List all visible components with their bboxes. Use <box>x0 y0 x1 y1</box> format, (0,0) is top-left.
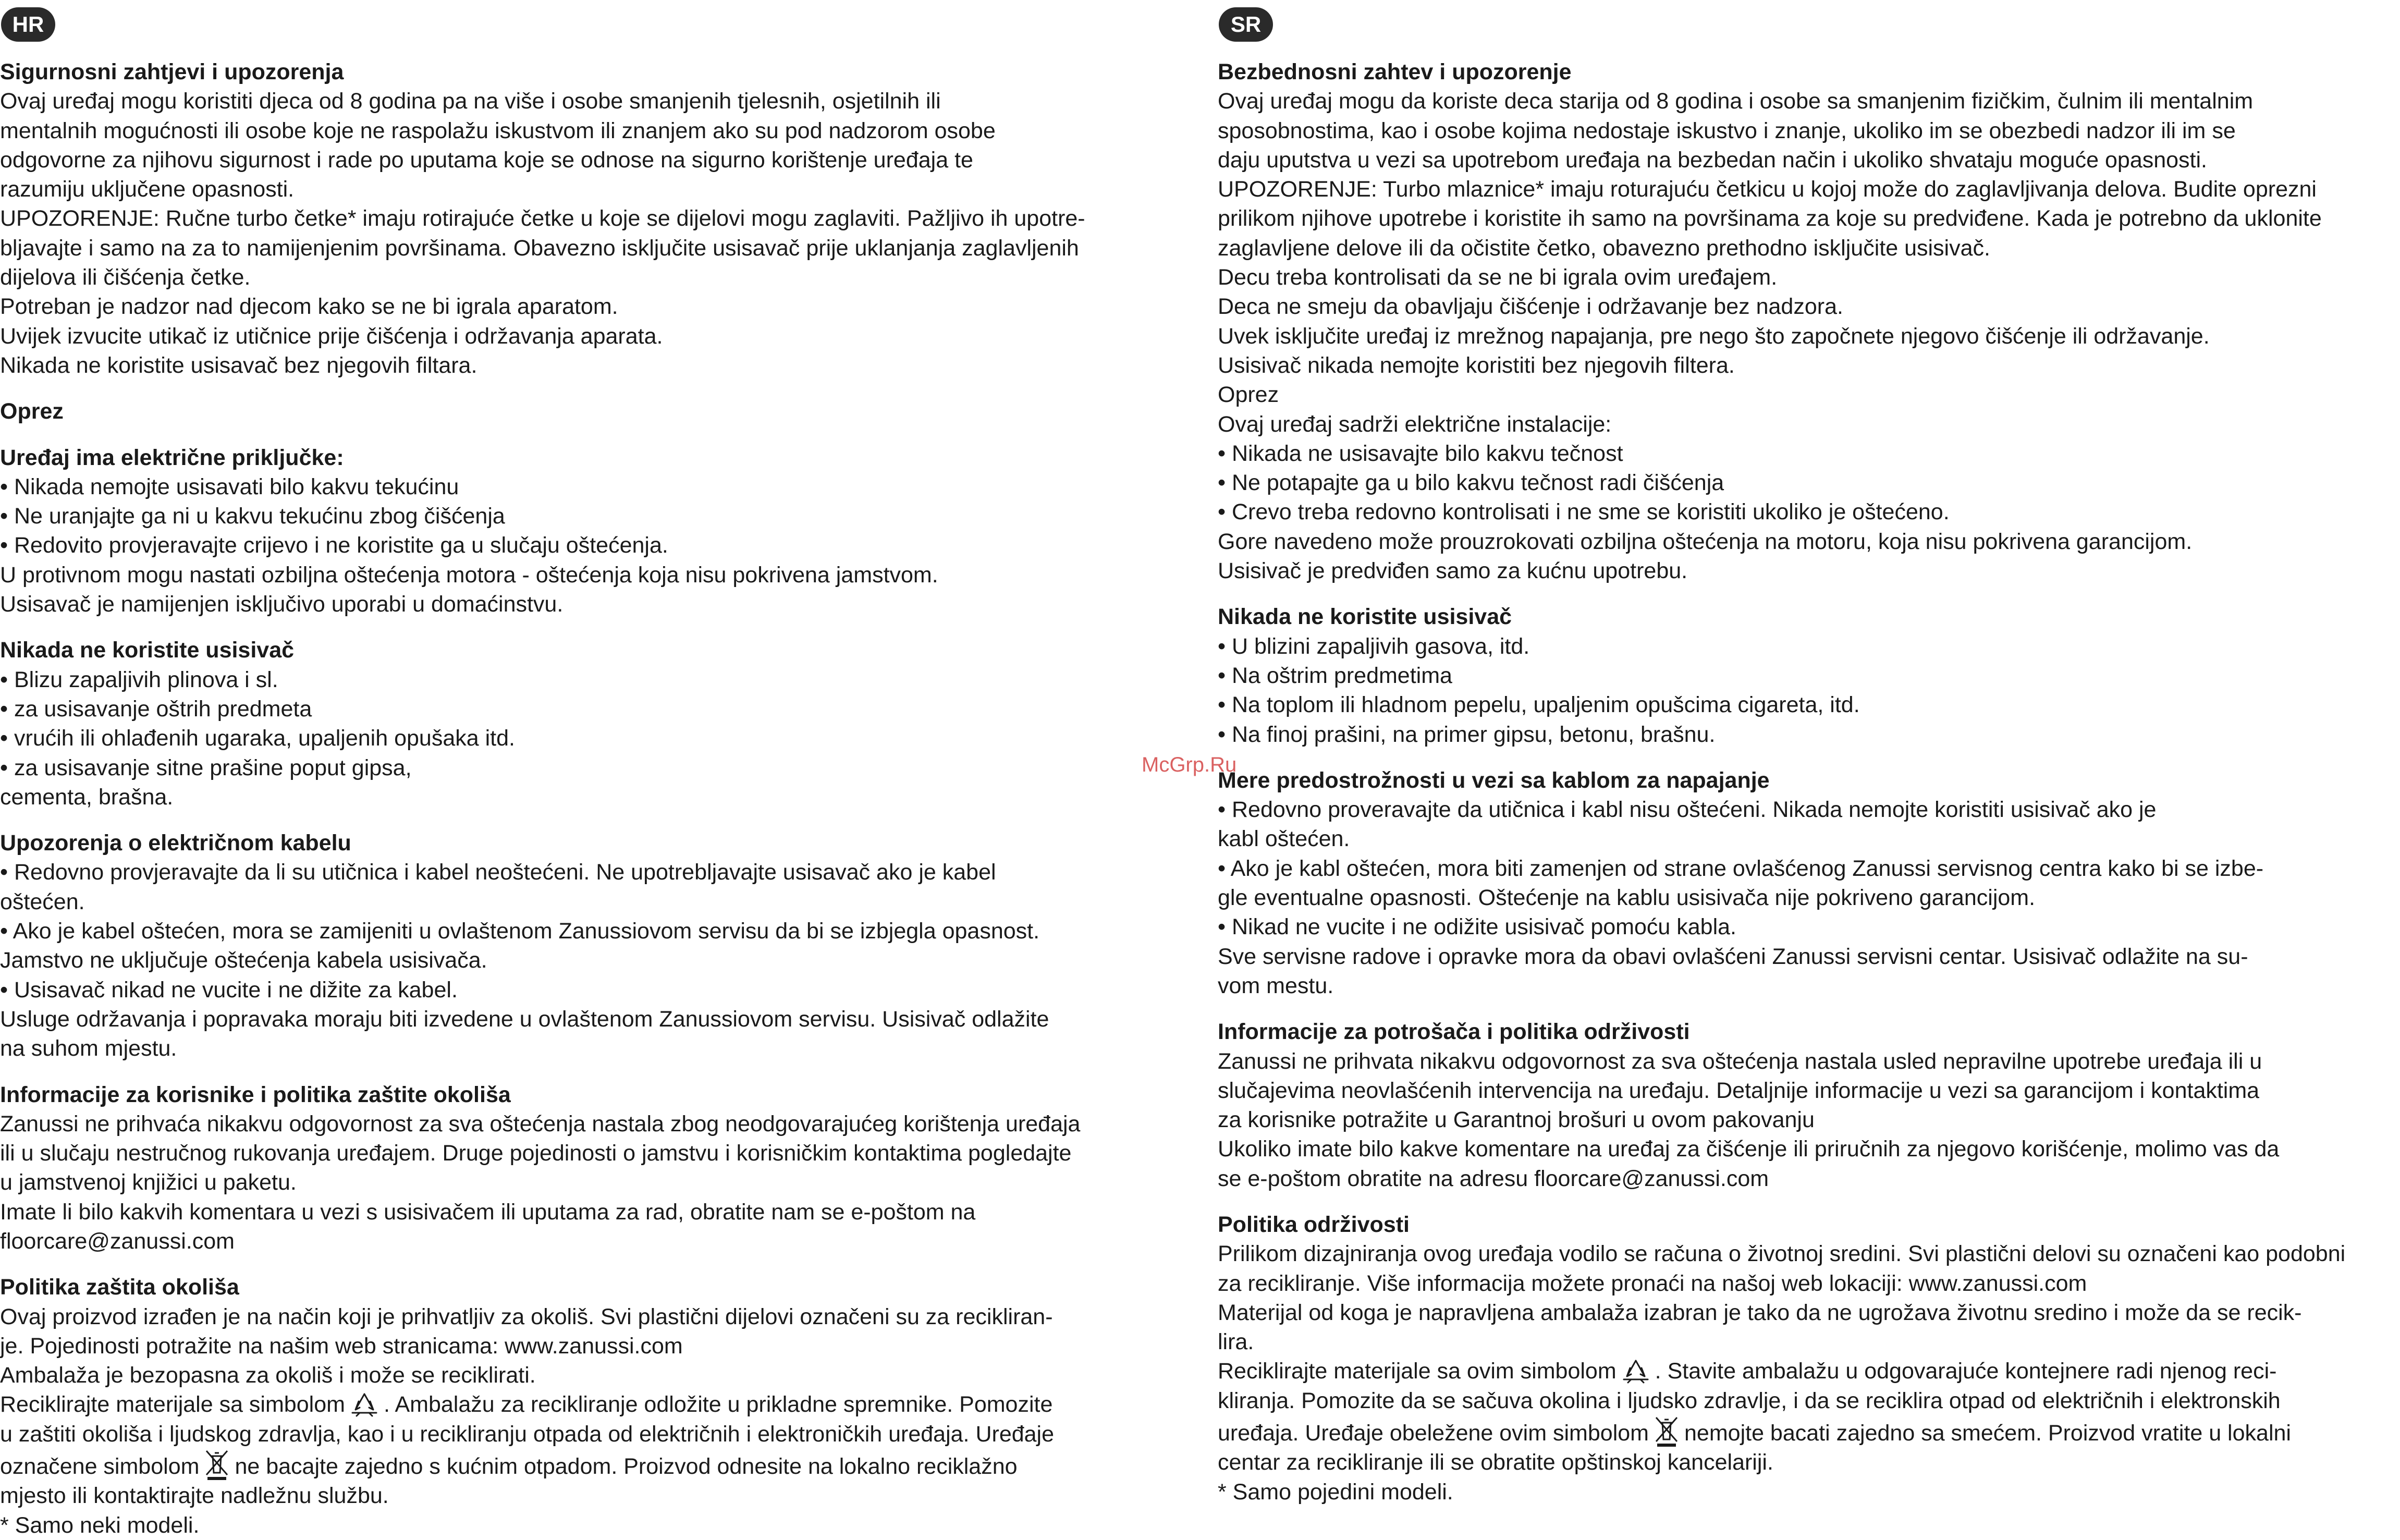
text-line: Uvek isključite uređaj iz mrežnog napajanja, pre nego što započnete njegovo čišćenje ili održavanje. <box>1218 323 2210 349</box>
text-line: Gore navedeno može prouzrokovati ozbiljna oštećenja na motoru, koja nisu pokrivena garancijom. <box>1218 529 2193 554</box>
text-line: UPOZORENJE: Ručne turbo četke* imaju rotirajuće četke u koje se dijelovi mogu zaglaviti. Pažljivo ih upotre- <box>0 206 1085 231</box>
text-line: daju uputstva u vezi sa upotrebom uređaja na bezbedan način i ukoliko shvataju moguće opasnosti. <box>1218 147 2208 173</box>
section-title: Politika zaštita okoliša <box>0 1275 239 1300</box>
text-line: sposobnostima, kao i osobe kojima nedostaje iskustvo i znanje, ukoliko im se obezbedi nadzor ili im se <box>1218 118 2236 143</box>
section-title: Oprez <box>0 399 64 424</box>
text-line <box>0 1449 1183 1481</box>
text-line: za recikliranje. Više informacija možete pronaći na našoj web lokaciji: www.zanussi.com <box>1218 1270 2087 1296</box>
text-line: • Nikada nemojte usisavati bilo kakvu tekućinu <box>0 474 459 499</box>
text-line: Decu treba kontrolisati da se ne bi igrala ovim uređajem. <box>1218 265 1778 290</box>
text-line: Ambalaža je bezopasna za okoliš i može se reciklirati. <box>0 1363 536 1388</box>
text-line: kabl oštećen. <box>1218 826 1350 852</box>
text-line: • Nikad ne vucite i ne odižite usisivač pomoću kabla. <box>1218 914 1737 940</box>
text-line: Potreban je nadzor nad djecom kako se ne bi igrala aparatom. <box>0 294 618 320</box>
section-title: Mere predostrožnosti u vezi sa kablom za napajanje <box>1218 767 1770 793</box>
text-line: • za usisavanje sitne prašine poput gipsa, <box>0 755 412 780</box>
section-title: Nikada ne koristite usisivač <box>1218 604 1512 630</box>
text-fragment: označene simbolom <box>0 1454 200 1480</box>
text-fragment: uređaja. Uređaje obeležene ovim simbolom <box>1218 1421 1649 1446</box>
text-line: U protivnom mogu nastati ozbiljna oštećenja motora - oštećenja koja nisu pokrivena jamstvom. <box>0 562 938 588</box>
text-line: • vrućih ili ohlađenih ugaraka, upaljenih opušaka itd. <box>0 726 515 751</box>
text-line: Usisivač je predviđen samo za kućnu upotrebu. <box>1218 558 1688 584</box>
crossed-bin-icon <box>203 1449 230 1481</box>
section-title: Informacije za korisnike i politika zaštite okoliša <box>0 1082 511 1107</box>
text-line: Uvijek izvucite utikač iz utičnice prije čišćenja i održavanja aparata. <box>0 323 663 349</box>
text-line: Ovaj uređaj sadrži električne instalacije: <box>1218 411 1612 437</box>
text-line: u jamstvenoj knjižici u paketu. <box>0 1170 297 1195</box>
text-line: Imate li bilo kakvih komentara u vezi s usisivačem ili uputama za rad, obratite nam se e-poštom na <box>0 1199 976 1225</box>
text-line: • za usisavanje oštrih predmeta <box>0 696 312 722</box>
footnote: * Samo pojedini modeli. <box>1218 1479 1453 1505</box>
text-line: Usisivač nikada nemojte koristiti bez njegovih filtera. <box>1218 352 1735 378</box>
text-line: Sve servisne radove i opravke mora da obavi ovlašćeni Zanussi servisni centar. Usisivač odlažite na su- <box>1218 944 2248 969</box>
text-fragment: . Stavite ambalažu u odgovarajuće kontejnere radi njenog reci- <box>1655 1359 2277 1384</box>
text-line: razumiju uključene opasnosti. <box>0 177 295 202</box>
column-serbian <box>1218 7 2400 1507</box>
text-fragment: . Ambalažu za recikliranje odložite u prikladne spremnike. Pomozite <box>383 1392 1053 1417</box>
text-line: vom mestu. <box>1218 973 1334 998</box>
section-title: Sigurnosni zahtjevi i upozorenja <box>0 59 344 84</box>
text-fragment: Reciklirajte materijale sa simbolom <box>0 1392 345 1417</box>
crossed-bin-icon <box>1653 1415 1680 1448</box>
text-line: odgovorne za njihovu sigurnost i rade po uputama koje se odnose na sigurno korištenje uređaja te <box>0 147 973 173</box>
text-line: UPOZORENJE: Turbo mlaznice* imaju roturajuću četkicu u kojoj može do zaglavljivanja delova. Budite oprezni <box>1218 177 2317 202</box>
text-line: • Na toplom ili hladnom pepelu, upaljenim opušcima cigareta, itd. <box>1218 692 1860 718</box>
text-line: cementa, brašna. <box>0 784 174 810</box>
text-line: zaglavljene delove ili da očistite četko, obavezno prethodno isključite usisivač. <box>1218 235 1990 261</box>
text-line <box>1218 1415 2400 1448</box>
section-title: Bezbednosni zahtev i upozorenje <box>1218 59 1572 84</box>
recycle-icon <box>349 1392 379 1417</box>
text-line: • Redovno provjeravajte da li su utičnica i kabel neoštećeni. Ne upotrebljavajte usisavač ako je kabel <box>0 860 996 885</box>
text-fragment: Reciklirajte materijale sa ovim simbolom <box>1218 1359 1617 1384</box>
text-line: • Redovito provjeravajte crijevo i ne koristite ga u slučaju oštećenja. <box>0 533 668 558</box>
text-fragment: nemojte bacati zajedno sa smećem. Proizvod vratite u lokalni <box>1684 1421 2291 1446</box>
text-line: ili u slučaju nestručnog rukovanja uređajem. Druge pojedinosti o jamstvu i korisničkim kontaktima pogledajte <box>0 1141 1072 1166</box>
text-line: Usisavač je namijenjen isključivo uporabi u domaćinstvu. <box>0 592 564 617</box>
text-line: • Blizu zapaljivih plinova i sl. <box>0 667 278 692</box>
text-line: mjesto ili kontaktirajte nadležnu službu. <box>0 1483 389 1509</box>
text-line: na suhom mjestu. <box>0 1036 177 1061</box>
text-line: Zanussi ne prihvata nikakvu odgovornost za sva oštećenja nastala usled nepravilne upotrebe uređaja ili u <box>1218 1048 2262 1074</box>
section-title: Upozorenja o električnom kabelu <box>0 830 351 856</box>
text-line: Usluge održavanja i popravaka moraju biti izvedene u ovlaštenom Zanussiovom servisu. Usisivač odlažite <box>0 1006 1049 1032</box>
recycle-icon <box>1621 1359 1651 1384</box>
text-line: • Nikada ne usisavajte bilo kakvu tečnost <box>1218 441 1623 466</box>
text-line: Ovaj uređaj mogu koristiti djeca od 8 godina pa na više i osobe smanjenih tjelesnih, osjetilnih ili <box>0 89 941 114</box>
text-line <box>0 1390 1183 1419</box>
hr-body <box>0 57 1183 1540</box>
text-line: • Na oštrim predmetima <box>1218 663 1452 688</box>
text-line: lira. <box>1218 1329 1254 1355</box>
email-text: floorcare@zanussi.com <box>0 1228 235 1254</box>
text-line: mentalnih mogućnosti ili osobe koje ne raspolažu iskustvom ili znanjem ako su pod nadzorom osobe <box>0 118 996 143</box>
section-title: Politika održivosti <box>1218 1212 1410 1237</box>
text-line: prilikom njihove upotrebe i koristite ih samo na površinama za koje su predviđene. Kada je potrebno da uklonite <box>1218 206 2322 231</box>
text-line: slučajevima neovlašćenih intervencija na uređaju. Detaljnije informacije u vezi sa garancijom i kontaktima <box>1218 1078 2260 1103</box>
text-line: • Na finoj prašini, na primer gipsu, betonu, brašnu. <box>1218 722 1716 747</box>
text-line: je. Pojedinosti potražite na našim web stranicama: www.zanussi.com <box>0 1333 683 1359</box>
text-line: Ovaj proizvod izrađen je na način koji je prihvatljiv za okoliš. Svi plastični dijelovi označeni su za recikliran- <box>0 1304 1053 1329</box>
text-line: kliranja. Pomozite da se sačuva okolina i ljudsko zdravlje, i da se reciklira otpad od električnih i elektronskih <box>1218 1388 2281 1413</box>
section-title: Informacije za potrošača i politika održivosti <box>1218 1019 1690 1045</box>
text-line: Deca ne smeju da obavljaju čišćenje i održavanje bez nadzora. <box>1218 294 1843 320</box>
sr-body <box>1218 57 2400 1507</box>
text-line: • Redovno proveravajte da utičnica i kabl nisu oštećeni. Nikada nemojte koristiti usisivač ako je <box>1218 797 2157 823</box>
text-line: Prilikom dizajniranja ovog uređaja vodilo se računa o životnoj sredini. Svi plastični delovi su označeni kao podobni <box>1218 1241 2346 1267</box>
text-line: Ukoliko imate bilo kakve komentare na uređaj za čišćenje ili priručnih za njegovo korišćenje, molimo vas da <box>1218 1136 2280 1162</box>
section-title: Uređaj ima električne priključke: <box>0 445 344 470</box>
text-line: za korisnike potražite u Garantnoj brošuri u ovom pakovanju <box>1218 1107 1815 1133</box>
footnote: * Samo neki modeli. <box>0 1512 200 1538</box>
text-line: Materijal od koga je napravljena ambalaža izabran je tako da ne ugrožava životnu sredino i može da se recik- <box>1218 1300 2302 1325</box>
text-line: dijelova ili čišćenja četke. <box>0 265 251 290</box>
text-line: Jamstvo ne uključuje oštećenja kabela usisivača. <box>0 948 487 973</box>
text-line: • Ne uranjajte ga ni u kakvu tekućinu zbog čišćenja <box>0 504 505 529</box>
language-badge-hr: HR <box>1 7 55 42</box>
column-croatian <box>0 7 1183 1540</box>
text-line: • Usisavač nikad ne vucite i ne dižite za kabel. <box>0 977 458 1003</box>
text-line: bljavajte i samo na za to namijenjenim površinama. Obavezno isključite usisavač prije uklanjanja zaglavljenih <box>0 235 1079 261</box>
text-line: oštećen. <box>0 889 85 914</box>
text-line <box>1218 1356 2400 1386</box>
section-title: Nikada ne koristite usisivač <box>0 638 295 663</box>
text-line: • Ako je kabel oštećen, mora se zamijeniti u ovlaštenom Zanussiovom servisu da bi se izbjegla opasnost. <box>0 919 1040 944</box>
text-line: • Ne potapajte ga u bilo kakvu tečnost radi čišćenja <box>1218 470 1724 496</box>
text-line: • Crevo treba redovno kontrolisati i ne sme se koristiti ukoliko je oštećeno. <box>1218 499 1950 525</box>
text-line: • U blizini zapaljivih gasova, itd. <box>1218 633 1530 659</box>
email-text: se e-poštom obratite na adresu floorcare@zanussi.com <box>1218 1166 1769 1191</box>
text-fragment: ne bacajte zajedno s kućnim otpadom. Proizvod odnesite na lokalno reciklažno <box>235 1454 1018 1480</box>
text-line: gle eventualne opasnosti. Oštećenje na kablu usisivača nije pokriveno garancijom. <box>1218 885 2036 911</box>
text-line: Oprez <box>1218 382 1279 408</box>
language-badge-sr: SR <box>1219 7 1273 42</box>
watermark: McGrp.Ru <box>1142 753 1237 776</box>
text-line: Ovaj uređaj mogu da koriste deca starija od 8 godina i osobe sa smanjenim fizičkim, čulnim ili mentalnim <box>1218 89 2254 114</box>
text-line: u zaštiti okoliša i ljudskog zdravlja, kao i u recikliranju otpada od električnih i elektroničkih uređaja. Uređaje <box>0 1421 1055 1447</box>
text-line: Zanussi ne prihvaća nikakvu odgovornost za sva oštećenja nastala zbog neodgovarajućeg korištenja uređaja <box>0 1111 1081 1136</box>
text-line: • Ako je kabl oštećen, mora biti zamenjen od strane ovlašćenog Zanussi servisnog centra kako bi se izbe- <box>1218 855 2264 881</box>
text-line: Nikada ne koristite usisavač bez njegovih filtara. <box>0 352 477 378</box>
text-line: centar za recikliranje ili se obratite opštinskoj kancelariji. <box>1218 1450 1773 1475</box>
